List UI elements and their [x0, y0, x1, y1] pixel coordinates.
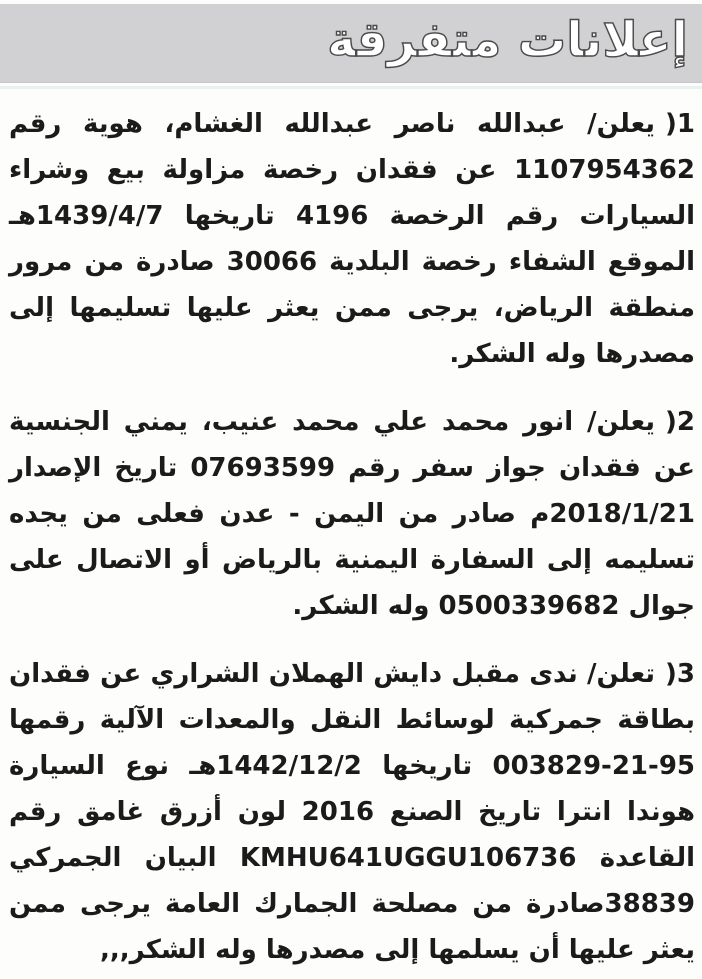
classified-ads-page: [0, 4, 702, 979]
announcement-1: [9, 101, 695, 377]
section-title: إعلانات متفرقة: [327, 12, 688, 68]
section-header: [0, 4, 702, 83]
announcement-2-number: 2(: [665, 407, 695, 437]
announcement-3-text: تعلن/ ندى مقبل دايش الهملان الشراري عن فقدان بطاقة جمركية لوسائط النقل والمعدات الآلية رقمها 95-21-003829 تاريخها 1442/12/2هـ نوع السيارة هوندا انترا تاريخ الصنع 2016 لون أزرق غامق رقم القاعدة KMHU641UGGU106736 البيان الجمركي 38839صادرة من مصلحة الجمارك العامة يرجى ممن يعثر عليها أن يسلمها إلى مصدرها وله الشكر,,,: [9, 659, 696, 965]
announcement-2: [9, 399, 695, 629]
announcement-1-text: يعلن/ عبدالله ناصر عبدالله الغشام، هوية رقم 1107954362 عن فقدان رخصة مزاولة بيع وشراء السيارات رقم الرخصة 4196 تاريخها 1439/4/7هـ الموقع الشفاء رخصة البلدية 30066 صادرة من مرور منطقة الرياض، يرجى ممن يعثر عليها تسليمها إلى مصدرها وله الشكر.: [9, 109, 695, 369]
announcement-2-text: يعلن/ انور محمد علي محمد عنيب، يمني الجنسية عن فقدان جواز سفر رقم 07693599 تاريخ الإصدار 2018/1/21م صادر من اليمن - عدن فعلى من يجده تسليمه إلى السفارة اليمنية بالرياض أو الاتصال على جوال 0500339682 وله الشكر.: [9, 407, 695, 621]
announcements-list: [0, 89, 702, 973]
announcement-3-number: 3(: [665, 659, 695, 689]
announcement-1-number: 1(: [665, 109, 695, 139]
announcement-3: [9, 651, 695, 973]
